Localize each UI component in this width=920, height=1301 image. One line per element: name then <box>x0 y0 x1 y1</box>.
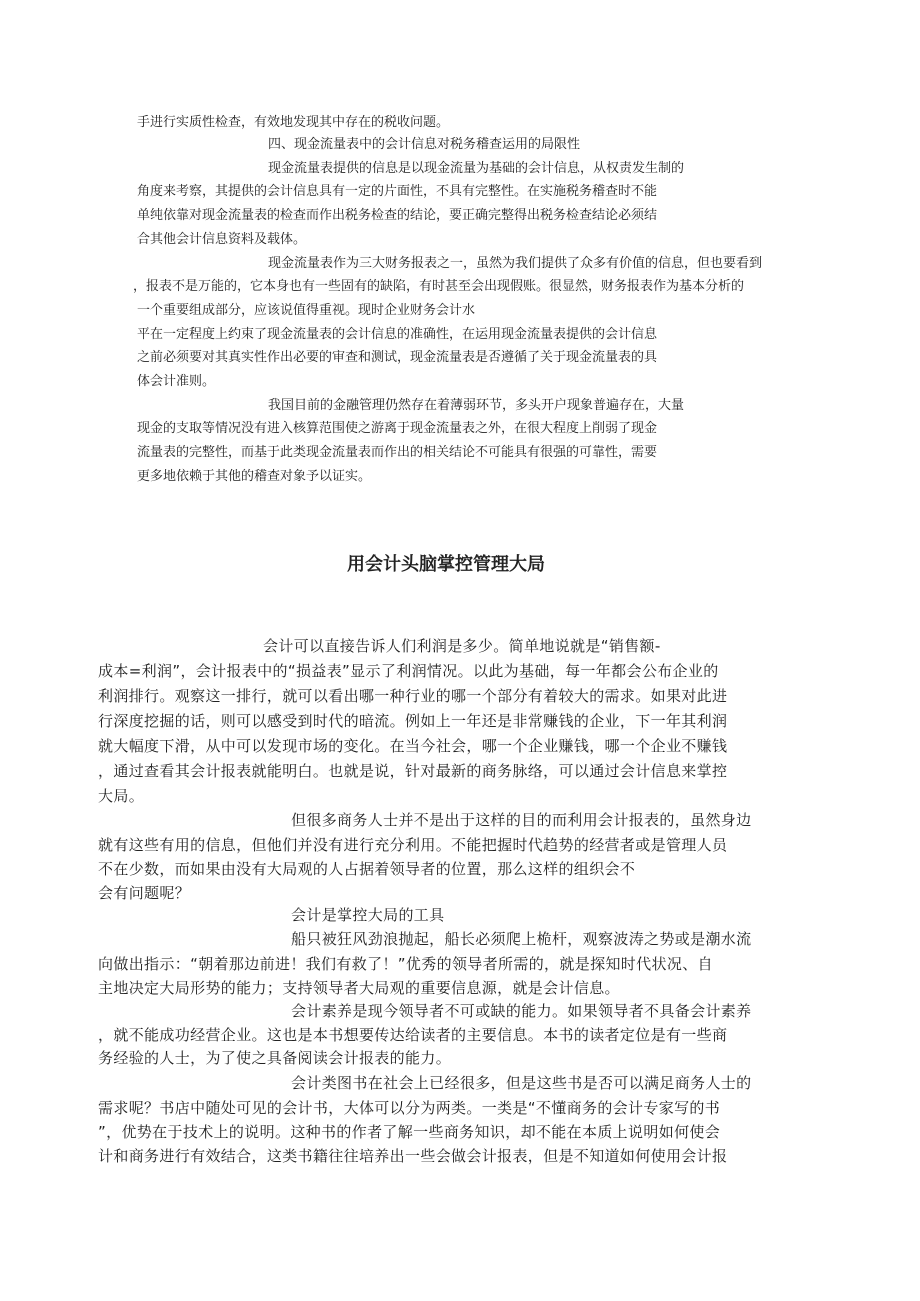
text-line: 成本=利润”，会计报表中的“损益表”显示了利润情况。以此为基础，每一年都会公布企业的 <box>98 662 719 680</box>
text-line: 就有这些有用的信息，但他们并没有进行充分利用。不能把握时代趋势的经营者或是管理人员 <box>98 836 728 854</box>
text-line: 会有问题呢？ <box>98 884 191 902</box>
text-line: 一个重要组成部分，应该说值得重视。现时企业财务会计水 <box>137 303 476 318</box>
text-line: 之前必须要对其真实性作出必要的审查和测试，现金流量表是否遵循了关于现金流量表的具 <box>137 350 658 365</box>
text-line: 更多地依赖于其他的稽查对象予以证实。 <box>137 469 372 484</box>
text-line: ，就不能成功经营企业。这也是本书想要传达给读者的主要信息。本书的读者定位是有一些商 <box>98 1026 728 1044</box>
text-line: 现金的支取等情况没有进入核算范围使之游离于现金流量表之外，在很大程度上削弱了现金 <box>137 421 658 436</box>
text-line: 务经验的人士，为了使之具备阅读会计报表的能力。 <box>98 1049 452 1067</box>
text-line: 会计可以直接告诉人们利润是多少。简单地说就是“销售额- <box>263 637 661 655</box>
text-line: 角度来考察，其提供的会计信息具有一定的片面性，不具有完整性。在实施税务稽查时不能 <box>137 184 658 199</box>
text-line: 现金流量表提供的信息是以现金流量为基础的会计信息，从权责发生制的 <box>268 161 685 176</box>
text-line: 流量表的完整性，而基于此类现金流量表而作出的相关结论不可能具有很强的可靠性，需要 <box>137 445 658 460</box>
text-line: 大局。 <box>98 787 145 805</box>
text-line: ”，优势在于技术上的说明。这种书的作者了解一些商务知识，却不能在本质上说明如何使会 <box>98 1123 721 1141</box>
text-line: 平在一定程度上约束了现金流量表的会计信息的准确性，在运用现金流量表提供的会计信息 <box>137 327 658 342</box>
text-line: 单纯依靠对现金流量表的检查而作出税务检查的结论，要正确完整得出税务检查结论必须结 <box>137 208 658 223</box>
text-line: 手进行实质性检查，有效地发现其中存在的税收问题。 <box>137 115 450 130</box>
text-line: ，报表不是万能的，它本身也有一些固有的缺陷，有时甚至会出现假账。很显然，财务报表作为基本分析的 <box>133 279 745 294</box>
text-line: 合其他会计信息资料及载体。 <box>137 232 307 247</box>
text-line: 需求呢？书店中随处可见的会计书，大体可以分为两类。一类是“不懂商务的会计专家写的书 <box>98 1099 721 1117</box>
section-heading: 四、现金流量表中的会计信息对税务稽查运用的局限性 <box>268 137 581 152</box>
text-line: 我国目前的金融管理仍然存在着薄弱环节，多头开户现象普遍存在，大量 <box>268 398 685 413</box>
text-line: 行深度挖掘的话，则可以感受到时代的暗流。例如上一年还是非常赚钱的企业，下一年其利润 <box>98 712 728 730</box>
section-heading: 会计是掌控大局的工具 <box>291 906 445 924</box>
text-line: 计和商务进行有效结合，这类书籍往往培养出一些会做会计报表，但是不知道如何使用会计报 <box>98 1147 728 1165</box>
text-line: 会计类图书在社会上已经很多，但是这些书是否可以满足商务人士的 <box>291 1074 752 1092</box>
text-line: 会计素养是现今领导者不可或缺的能力。如果领导者不具备会计素养 <box>291 1002 752 1020</box>
article-title: 用会计头脑掌控管理大局 <box>347 554 545 575</box>
text-line: 体会计准则。 <box>137 374 216 389</box>
text-line: 现金流量表作为三大财务报表之一，虽然为我们提供了众多有价值的信息，但也要看到 <box>268 256 763 271</box>
text-line: 就大幅度下滑，从中可以发现市场的变化。在当今社会，哪一个企业赚钱，哪一个企业不赚钱 <box>98 737 728 755</box>
text-line: 船只被狂风劲浪抛起，船长必须爬上桅杆，观察波涛之势或是潮水流 <box>291 930 752 948</box>
text-line: 主地决定大局形势的能力；支持领导者大局观的重要信息源，就是会计信息。 <box>98 979 620 997</box>
text-line: ，通过查看其会计报表就能明白。也就是说，针对最新的商务脉络，可以通过会计信息来掌控 <box>98 762 728 780</box>
text-line: 向做出指示：“朝着那边前进！我们有救了！”优秀的领导者所需的，就是探知时代状况、自 <box>98 955 713 973</box>
text-line: 利润排行。观察这一排行，就可以看出哪一种行业的哪一个部分有着较大的需求。如果对此进 <box>98 687 728 705</box>
text-line: 不在少数，而如果由没有大局观的人占据着领导者的位置，那么这样的组织会不 <box>98 860 636 878</box>
text-line: 但很多商务人士并不是出于这样的目的而利用会计报表的，虽然身边 <box>291 811 752 829</box>
